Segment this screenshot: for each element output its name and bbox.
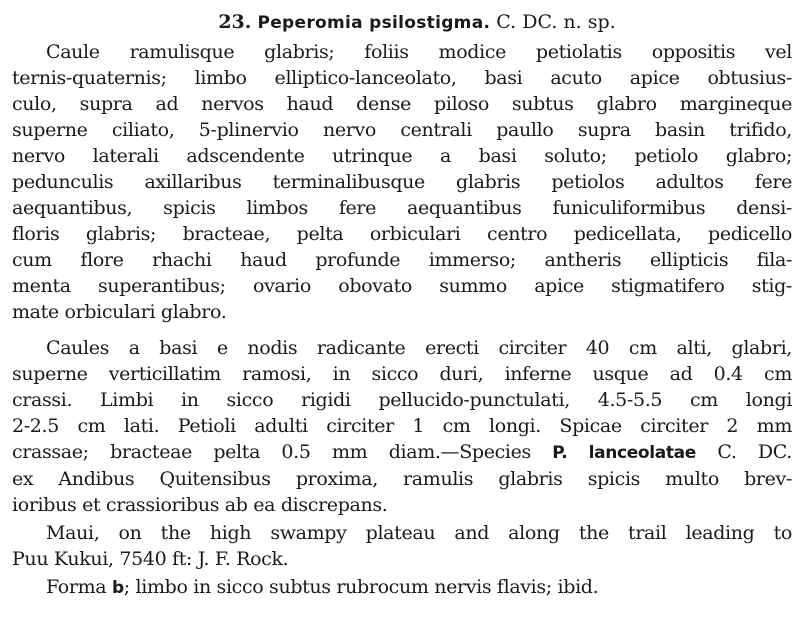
document-page <box>12 8 792 601</box>
forma-label: Forma <box>46 576 107 598</box>
text-line: culo, supra ad nervos haud dense piloso subtus glabro margineque <box>12 93 792 115</box>
species-authority: C. DC. n. sp. <box>496 11 616 33</box>
text-line <box>12 574 792 601</box>
text-line: ex Andibus Quitensibus proxima, ramulis glabris spicis multo brev- <box>12 468 792 490</box>
text-line: nervo laterali adscendente utrinque a basi soluto; petiolo glabro; <box>12 145 792 167</box>
text-line: Caule ramulisque glabris; foliis modice petiolatis oppositis vel <box>46 41 792 63</box>
forma-note <box>12 574 792 601</box>
morphology-description <box>12 335 792 518</box>
compare-authority: C. DC. <box>717 441 792 463</box>
forma-letter: b <box>111 578 124 598</box>
species-heading <box>42 8 792 37</box>
species-name: Peperomia psilostigma. <box>257 13 491 33</box>
text-line-compare <box>12 439 792 466</box>
text-line: ioribus et crassioribus ab ea discrepans. <box>12 494 388 516</box>
text-line: ternis-quaternis; limbo elliptico-lanceolato, basi acuto apice obtusius- <box>12 67 792 89</box>
text-line: menta superantibus; ovario obovato summo apice stigmatifero stig- <box>12 275 792 297</box>
forma-text: ; limbo in sicco subtus rubrocum nervis flavis; ibid. <box>123 576 599 598</box>
latin-description <box>12 39 792 325</box>
text-segment: crassae; bracteae pelta 0.5 mm diam.—Species <box>12 441 531 463</box>
text-line: floris glabris; bracteae, pelta orbiculari centro pedicellata, pedicello <box>12 223 792 245</box>
text-line: aequantibus, spicis limbos fere aequantibus funiculiformibus densi- <box>12 197 792 219</box>
text-line: crassi. Limbi in sicco rigidi pellucido-punctulati, 4.5-5.5 cm longi <box>12 389 792 411</box>
text-line: superne ciliato, 5-plinervio nervo centrali paullo supra basin trifido, <box>12 119 792 141</box>
text-line: 2-2.5 cm lati. Petioli adulti circiter 1 cm longi. Spicae circiter 2 mm <box>12 415 792 437</box>
text-line: cum flore rhachi haud profunde immerso; antheris ellipticis fila- <box>12 249 792 271</box>
compare-species: P. lanceolatae <box>552 443 696 463</box>
text-line: Maui, on the high swampy plateau and along the trail leading to <box>46 522 792 544</box>
text-line: pedunculis axillaribus terminalibusque glabris petiolos adultos fere <box>12 171 792 193</box>
locality <box>12 520 792 572</box>
text-line: superne verticillatim ramosi, in sicco duri, inferne usque ad 0.4 cm <box>12 363 792 385</box>
text-line: Puu Kukui, 7540 ft: J. F. Rock. <box>12 548 289 570</box>
text-line: Caules a basi e nodis radicante erecti circiter 40 cm alti, glabri, <box>46 337 792 359</box>
text-line: mate orbiculari glabro. <box>12 301 227 323</box>
species-number: 23. <box>218 11 252 33</box>
